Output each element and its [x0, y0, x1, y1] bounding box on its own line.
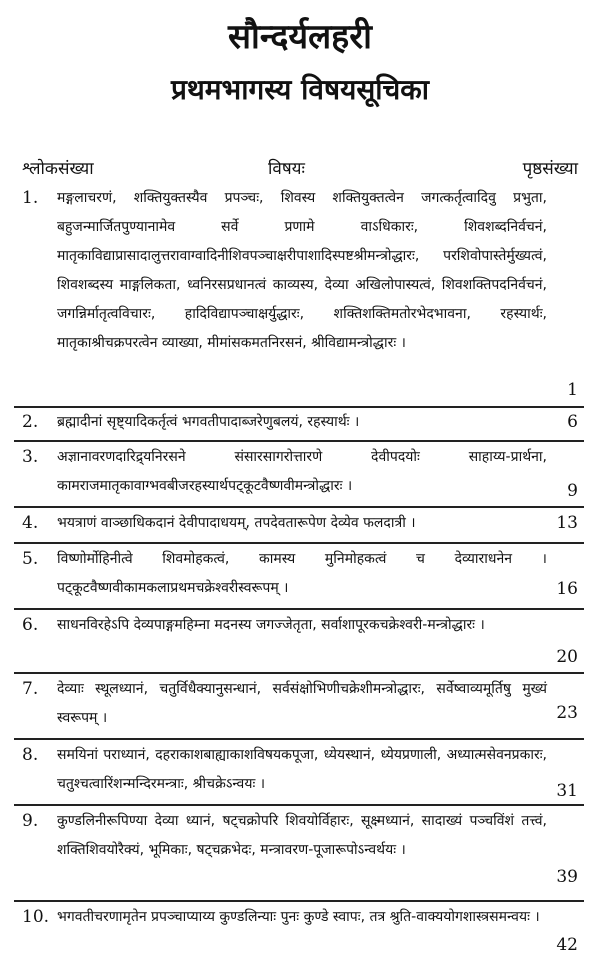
divider: [14, 506, 584, 508]
entry-text: समयिनां पराध्यानं, दहराकाशबाह्याकाशविषयकपूजा, ध्येयस्थानं, ध्येयप्रणाली, अध्यात्मसेवनप्रकारः, चतुश्चत्वारिंशन्मन्दिरमन्त्राः, श्रीचक्रेऽन्वयः ।: [57, 747, 547, 792]
entry-number: 3.: [22, 447, 39, 467]
entry-number: 10.: [22, 907, 50, 927]
column-header-shloka: श्लोकसंख्या: [22, 159, 94, 179]
column-header-row: [0, 156, 600, 180]
toc-entry: [0, 549, 600, 607]
entry-text: विष्णोर्मोहिनीत्वे शिवमोहकत्वं, कामस्य मुनिमोहकत्वं च देव्याराधनेन । पट्कूटवैष्णवीकामकलाप्रथमचक्रेश्वरीस्वरूपम् ।: [57, 551, 547, 596]
toc-entry: [0, 679, 600, 737]
entry-number: 8.: [22, 745, 39, 765]
entry-number: 1.: [22, 188, 39, 208]
entry-page: 6: [567, 412, 578, 432]
divider: [14, 804, 584, 806]
divider: [14, 738, 584, 740]
column-header-page: पृष्ठसंख्या: [522, 159, 578, 179]
entry-number: 7.: [22, 679, 39, 699]
entry-page: 42: [556, 935, 578, 955]
entry-number: 6.: [22, 615, 39, 635]
entry-text: मङ्गलाचरणं, शक्तियुक्तस्यैव प्रपञ्चः, शिवस्य शक्तियुक्तत्वेन जगत्कर्तृत्वादिवु प्रभुता, बहुजन्मार्जितपुण्यानामेव सर्वे प्रणामे वाऽधिकारः, शिवशब्दनिर्वचनं, मातृकाविद्याप्रासादालुत्तरावाग्वादिनीशिवपञ्चाक्षरीपाशादिस्पष्टश्रीमन्त्रोद्धारः, परशिवोपास्तेर्मुख्यत्वं, शिवशब्दस्य माङ्गलिकता, ध्वनिरसप्रधानत्वं काव्यस्य, देव्या अखिलोपास्यत्वं, शिवशक्तिपदनिर्वचनं, जगन्निर्मातृत्वविचारः, हादिविद्यापञ्चाक्षर्युद्धारः, शक्तिशक्तिमतोरभेदभावना, रहस्यार्थः, मातृकाश्रीचक्रपरत्वेन व्याख्या, मीमांसकमतनिरसनं, श्रीविद्यामन्त्रोद्धारः ।: [57, 190, 547, 351]
toc-entry: [0, 745, 600, 803]
entry-text: ब्रह्मादीनां सृष्ट्यादिकर्तृत्वं भगवतीपादाब्जरेणुबलयं, रहस्यार्थः ।: [57, 414, 360, 430]
entry-number: 5.: [22, 549, 39, 569]
entry-page: 31: [556, 781, 578, 801]
divider: [14, 672, 584, 674]
entry-number: 4.: [22, 513, 39, 533]
entry-text: अज्ञानावरणदारिद्र्यनिरसने संसारसागरोत्तारणे देवीपदयोः साहाय्य-प्रार्थना, कामराजमातृकावाग्भवबीजरहस्यार्थपट्कूटवैष्णवीमन्त्रोद्धारः ।: [57, 449, 547, 494]
book-title: सौन्दर्यलहरी: [228, 17, 372, 57]
divider: [14, 900, 584, 902]
entry-text: देव्याः स्थूलध्यानं, चतुर्विधैक्यानुसन्धानं, सर्वसंक्षोभिणीचक्रेशीमन्त्रोद्धारः, सर्वेष्वाव्यमूर्तिषु मुख्यं स्वरूपम् ।: [57, 681, 547, 726]
toc-entry: [0, 615, 600, 673]
index-subtitle: प्रथमभागस्य विषयसूचिका: [170, 73, 430, 106]
column-header-vishaya: विषयः: [268, 159, 305, 179]
entry-page: 13: [556, 513, 578, 533]
toc-entry: [0, 447, 600, 505]
toc-entry: [0, 412, 600, 442]
entry-page: 9: [567, 481, 578, 501]
toc-entry: [0, 811, 600, 899]
toc-entry: [0, 907, 600, 967]
toc-entry: [0, 188, 600, 406]
entry-page: 20: [556, 647, 578, 667]
entry-text: भयत्राणं वाञ्छाधिकदानं देवीपादाधयम्, तपदेवतारूपेण देव्येव फलदात्री ।: [57, 515, 416, 531]
entry-page: 23: [556, 703, 578, 723]
divider: [14, 440, 584, 442]
entry-text: साधनविरहेऽपि देव्यपाङ्गमहिम्ना मदनस्य जगज्जेतृता, सर्वाशापूरकचक्रेश्वरी-मन्त्रोद्धारः ।: [57, 617, 485, 633]
entry-page: 39: [556, 867, 578, 887]
entry-number: 9.: [22, 811, 39, 831]
divider: [14, 542, 584, 544]
entry-page: 1: [567, 380, 578, 400]
divider: [14, 608, 584, 610]
entry-text: भगवतीचरणामृतेन प्रपञ्चाप्याय्य कुण्डलिन्याः पुनः कुण्डे स्वापः, तत्र श्रुति-वाक्ययोगशास्त्रसमन्वयः ।: [57, 909, 540, 925]
toc-entry: [0, 513, 600, 543]
entry-text: कुण्डलिनीरूपिण्या देव्या ध्यानं, षट्चक्रोपरि शिवयोर्विहारः, सूक्ष्मध्यानं, सादाख्यं पञ्चविंशं तत्त्वं, शक्तिशिवयोरैक्यं, भूमिकाः, षट्चक्रभेदः, मन्त्रावरण-पूजारूपोऽन्वर्थयः ।: [57, 813, 547, 858]
entry-number: 2.: [22, 412, 39, 432]
entry-page: 16: [556, 579, 578, 599]
